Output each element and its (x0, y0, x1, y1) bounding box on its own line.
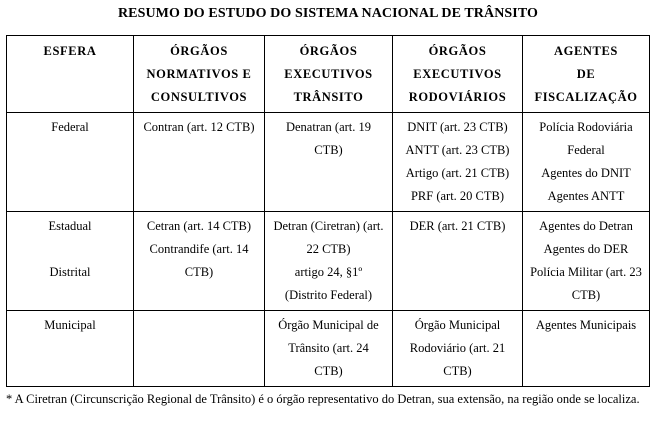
cell-line: DNIT (art. 23 CTB) (407, 120, 508, 134)
header-agentes (523, 36, 650, 113)
cell-line: Trânsito (art. 24 (288, 341, 369, 355)
cell-exec-rodoviarios (393, 311, 523, 387)
cell-spacer (10, 238, 130, 261)
header-exec-transito-line: TRÂNSITO (293, 90, 364, 104)
cell-line: CTB) (314, 364, 343, 378)
header-exec-rodoviarios-line: EXECUTIVOS (413, 67, 502, 81)
cell-line: Federal (51, 120, 89, 134)
header-exec-rodoviarios-line: ÓRGÃOS (428, 44, 487, 58)
header-normativos-line: CONSULTIVOS (150, 90, 248, 104)
cell-line: Agentes do DER (543, 242, 629, 256)
summary-table (6, 35, 650, 387)
header-normativos-line: NORMATIVOS E (146, 67, 252, 81)
cell-line: artigo 24, §1º (294, 265, 363, 279)
cell-line: Polícia Militar (art. 23 (530, 265, 642, 279)
cell-esfera (7, 311, 134, 387)
cell-normativos (134, 113, 265, 212)
cell-line: Contran (art. 12 CTB) (143, 120, 255, 134)
cell-line: Polícia Rodoviária (539, 120, 633, 134)
header-normativos-line: ÓRGÃOS (170, 44, 228, 58)
cell-line: 22 CTB) (306, 242, 351, 256)
table-row-municipal (7, 311, 650, 387)
cell-line: Contrandife (art. 14 (149, 242, 249, 256)
cell-line: CTB) (571, 288, 601, 302)
cell-line: Cetran (art. 14 CTB) (146, 219, 252, 233)
header-esfera (7, 36, 134, 113)
cell-line: ANTT (art. 23 CTB) (405, 143, 510, 157)
cell-line: Federal (567, 143, 605, 157)
cell-line: Estadual (48, 219, 92, 233)
cell-line: Agentes Municipais (535, 318, 637, 332)
cell-esfera (7, 212, 134, 311)
cell-exec-rodoviarios (393, 113, 523, 212)
header-exec-rodoviarios-line: RODOVIÁRIOS (408, 90, 507, 104)
cell-line: Órgão Municipal (414, 318, 501, 332)
cell-line: Detran (Ciretran) (art. (273, 219, 384, 233)
table-row-federal (7, 113, 650, 212)
cell-line: Agentes ANTT (547, 189, 625, 203)
cell-line: Denatran (art. 19 (285, 120, 372, 134)
cell-normativos (134, 311, 265, 387)
header-agentes-line: AGENTES (554, 44, 618, 58)
header-exec-rodoviarios (393, 36, 523, 113)
header-agentes-line: DE (576, 67, 596, 81)
footnote: * A Ciretran (Circunscrição Regional de Trânsito) é o órgão representativo do Detran, sua extensão, na região onde se localiza. (6, 392, 640, 406)
cell-line: Agentes do DNIT (541, 166, 631, 180)
table-row-estadual-distrital (7, 212, 650, 311)
cell-line: Distrital (49, 265, 91, 279)
cell-line: Municipal (44, 318, 96, 332)
cell-normativos (134, 212, 265, 311)
cell-line: Agentes do Detran (539, 219, 633, 233)
cell-line: Rodoviário (art. 21 (409, 341, 506, 355)
cell-agentes (523, 212, 650, 311)
cell-exec-transito (265, 212, 393, 311)
cell-exec-rodoviarios (393, 212, 523, 311)
cell-exec-transito (265, 311, 393, 387)
cell-line: CTB) (184, 265, 214, 279)
header-esfera-line: ESFERA (43, 44, 97, 58)
header-exec-transito-line: ÓRGÃOS (299, 44, 358, 58)
cell-exec-transito (265, 113, 393, 212)
cell-line: CTB) (314, 143, 343, 157)
cell-agentes (523, 113, 650, 212)
header-row (7, 36, 650, 113)
cell-agentes (523, 311, 650, 387)
header-exec-transito-line: EXECUTIVOS (284, 67, 373, 81)
page-title: RESUMO DO ESTUDO DO SISTEMA NACIONAL DE TRÂNSITO (117, 6, 539, 21)
header-exec-transito (265, 36, 393, 113)
cell-line: (Distrito Federal) (284, 288, 373, 302)
cell-line: Artigo (art. 21 CTB) (405, 166, 510, 180)
cell-line: CTB) (443, 364, 472, 378)
cell-esfera (7, 113, 134, 212)
cell-line: PRF (art. 20 CTB) (410, 189, 505, 203)
header-agentes-line: FISCALIZAÇÃO (534, 90, 638, 104)
cell-line: Órgão Municipal de (278, 318, 379, 332)
header-normativos (134, 36, 265, 113)
cell-line: DER (art. 21 CTB) (409, 219, 506, 233)
